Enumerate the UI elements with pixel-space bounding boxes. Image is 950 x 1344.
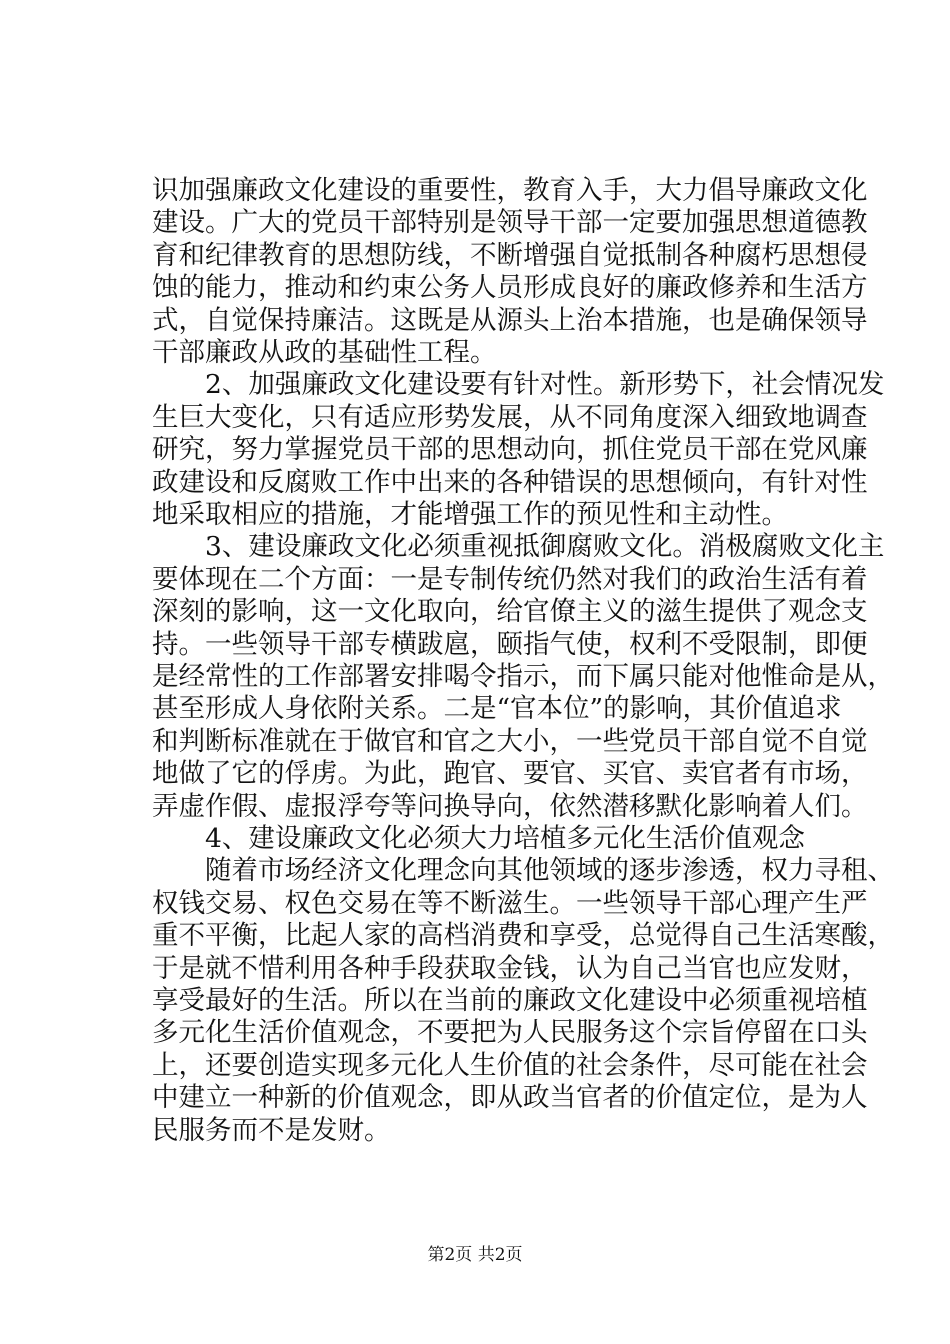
page-number-footer: 第2页 共2页: [427, 1245, 523, 1265]
text-line: 式，自觉保持廉洁。这既是从源头上治本措施，也是确保领导: [152, 305, 868, 336]
text-line: 甚至形成人身依附关系。二是“官本位”的影响，其价值追求: [152, 693, 842, 724]
text-line: 多元化生活价值观念，不要把为人民服务这个宗旨停留在口头: [152, 1017, 868, 1048]
text-line: 是经常性的工作部署安排喝令指示，而下属只能对他惟命是从，: [152, 661, 894, 692]
text-line: 干部廉政从政的基础性工程。: [152, 337, 497, 368]
text-line: 地采取相应的措施，才能增强工作的预见性和主动性。: [152, 499, 788, 530]
text-line: 上，还要创造实现多元化人生价值的社会条件，尽可能在社会: [152, 1050, 868, 1081]
text-line: 于是就不惜利用各种手段获取金钱，认为自己当官也应发财，: [152, 953, 868, 984]
text-line: 权钱交易、权色交易在等不断滋生。一些领导干部心理产生严: [152, 888, 868, 919]
text-line: 重不平衡，比起人家的高档消费和享受，总觉得自己生活寒酸，: [152, 920, 894, 951]
text-line: 蚀的能力，推动和约束公务人员形成良好的廉政修养和生活方: [152, 272, 868, 303]
text-line: 弄虚作假、虚报浮夸等问换导向，依然潜移默化影响着人们。: [152, 791, 868, 822]
text-line: 和判断标准就在于做官和官之大小，一些党员干部自觉不自觉: [152, 726, 868, 757]
text-line: 育和纪律教育的思想防线，不断增强自觉抵制各种腐朽思想侵: [152, 240, 868, 271]
text-line: 民服务而不是发财。: [152, 1115, 391, 1146]
text-line: 深刻的影响，这一文化取向，给官僚主义的滋生提供了观念支: [152, 596, 868, 627]
text-line: 3、建设廉政文化必须重视抵御腐败文化。消极腐败文化主: [152, 531, 885, 562]
text-line: 建设。广大的党员干部特别是领导干部一定要加强思想道德教: [152, 207, 868, 238]
text-line: 地做了它的俘虏。为此，跑官、要官、买官、卖官者有市场，: [152, 758, 868, 789]
text-line: 生巨大变化，只有适应形势发展，从不同角度深入细致地调查: [152, 402, 868, 433]
text-line: 4、建设廉政文化必须大力培植多元化生活价值观念: [152, 823, 805, 854]
text-line: 中建立一种新的价值观念，即从政当官者的价值定位，是为人: [152, 1082, 868, 1113]
text-line: 要体现在二个方面：一是专制传统仍然对我们的政治生活有着: [152, 564, 868, 595]
text-line: 享受最好的生活。所以在当前的廉政文化建设中必须重视培植: [152, 985, 868, 1016]
text-line: 研究，努力掌握党员干部的思想动向，抓住党员干部在党风廉: [152, 434, 868, 465]
text-line: 政建设和反腐败工作中出来的各种错误的思想倾向，有针对性: [152, 467, 868, 498]
text-line: 识加强廉政文化建设的重要性，教育入手，大力倡导廉政文化: [152, 175, 868, 206]
text-line: 持。一些领导干部专横跋扈，颐指气使，权利不受限制，即便: [152, 629, 868, 660]
text-line: 随着市场经济文化理念向其他领域的逐步渗透，权力寻租、: [152, 855, 894, 886]
text-line: 2、加强廉政文化建设要有针对性。新形势下，社会情况发: [152, 369, 885, 400]
